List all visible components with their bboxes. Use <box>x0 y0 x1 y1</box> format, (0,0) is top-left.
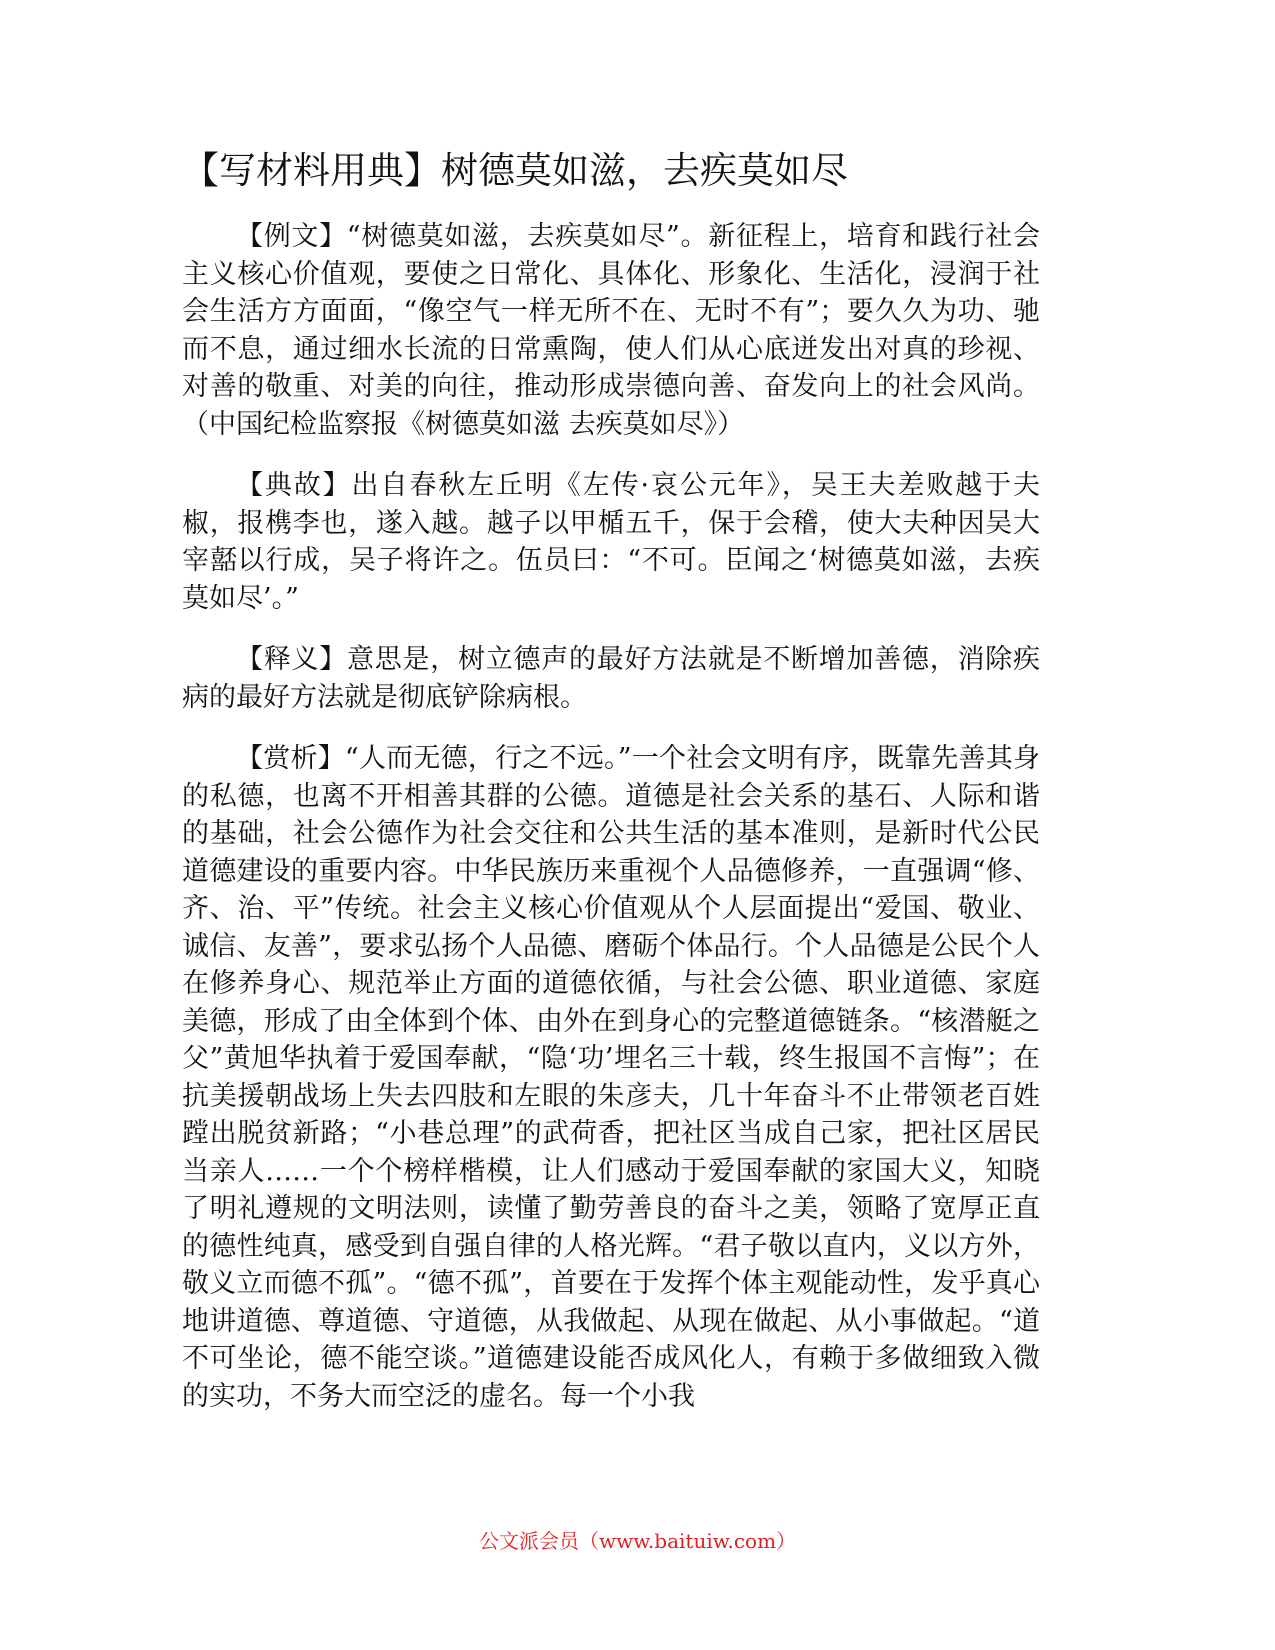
document-body <box>182 218 1040 1439</box>
document-title: 【写材料用典】树德莫如滋，去疾莫如尽 <box>182 149 848 192</box>
paragraph-meaning: 【释义】意思是，树立德声的最好方法就是不断增加善德，消除疾病的最好方法就是彻底铲除病根。 <box>182 644 1040 713</box>
paragraph-appreciation: 【赏析】“人而无德，行之不远。”一个社会文明有序，既靠先善其身的私德，也离不开相善其群的公德。道德是社会关系的基石、人际和谐的基础，社会公德作为社会交往和公共生活的基本准则，是新时代公民道德建设的重要内容。中华民族历来重视个人品德修养，一直强调“修、齐、治、平”传统。社会主义核心价值观从个人层面提出“爱国、敬业、诚信、友善”，要求弘扬个人品德、磨砺个体品行。个人品德是公民个人在修养身心、规范举止方面的道德依循，与社会公德、职业道德、家庭美德，形成了由全体到个体、由外在到身心的完整道德链条。“核潜艇之父”黄旭华执着于爱国奉献，“隐‘功’埋名三十载，终生报国不言悔”；在抗美援朝战场上失去四肢和左眼的朱彦夫，几十年奋斗不止带领老百姓蹚出脱贫新路；“小巷总理”的武荷香，把社区当成自己家，把社区居民当亲人……一个个榜样楷模，让人们感动于爱国奉献的家国大义，知晓了明礼遵规的文明法则，读懂了勤劳善良的奋斗之美，领略了宽厚正直的德性纯真，感受到自强自律的人格光辉。“君子敬以直内，义以方外，敬义立而德不孤”。“德不孤”，首要在于发挥个体主观能动性，发乎真心地讲道德、尊道德、守道德，从我做起、从现在做起、从小事做起。“道不可坐论，德不能空谈。”道德建设能否成风化人，有赖于多做细致入微的实功，不务大而空泛的虚名。每一个小我 <box>182 743 1040 1412</box>
paragraph-example: 【例文】“树德莫如滋，去疾莫如尽”。新征程上，培育和践行社会主义核心价值观，要使之日常化、具体化、形象化、生活化，浸润于社会生活方方面面，“像空气一样无所不在、无时不有”；要久久为功、驰而不息，通过细水长流的日常熏陶，使人们从心底迸发出对真的珍视、对善的敬重、对美的向往，推动形成崇德向善、奋发向上的社会风尚。（中国纪检监察报《树德莫如滋 去疾莫如尽》） <box>182 221 1040 440</box>
paragraph-allusion: 【典故】出自春秋左丘明《左传·哀公元年》，吴王夫差败越于夫椒，报槜李也，遂入越。越子以甲楯五千，保于会稽，使大夫种因吴大宰嚭以行成，吴子将许之。伍员曰：“不可。臣闻之‘树德莫如滋，去疾莫如尽’。” <box>182 470 1040 614</box>
footer-watermark: 公文派会员（www.baituiw.com） <box>478 1529 797 1553</box>
